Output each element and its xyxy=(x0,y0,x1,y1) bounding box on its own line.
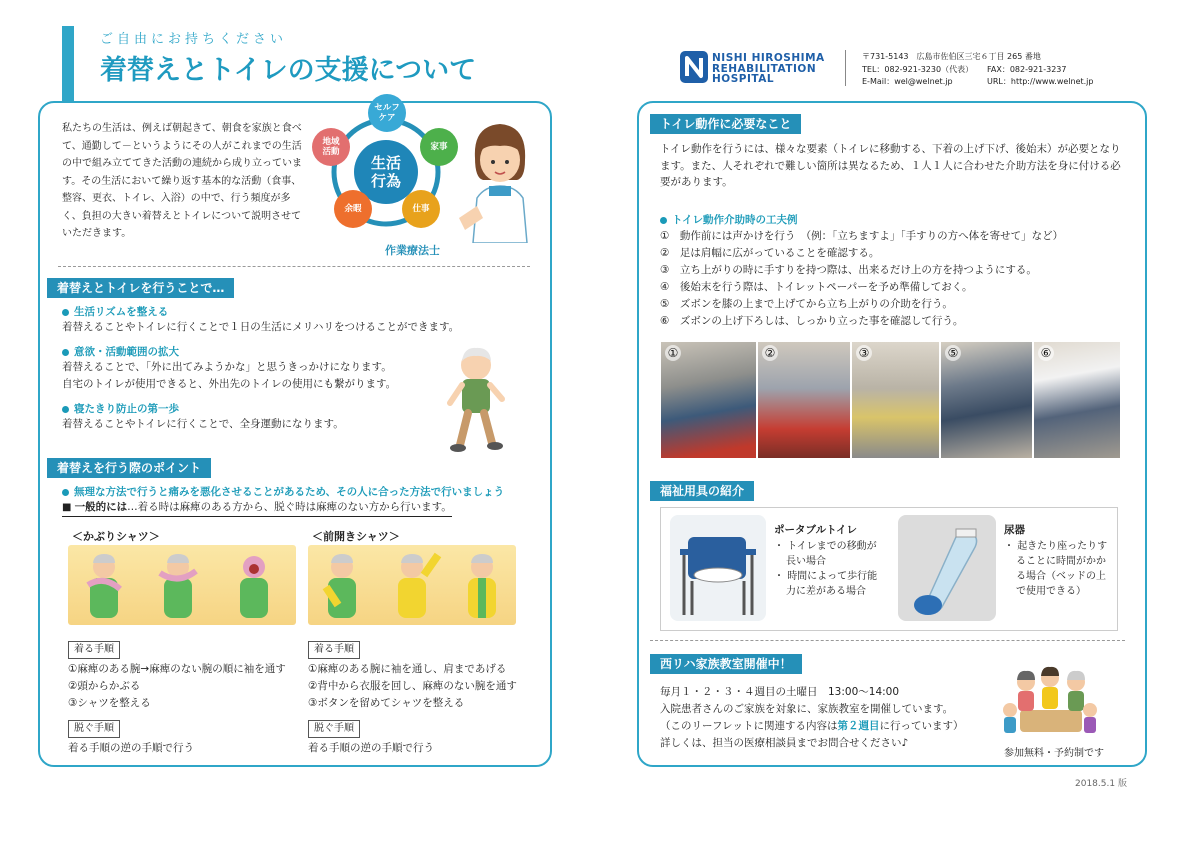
urinal-title: 尿器 xyxy=(1004,524,1025,536)
toilet-photo-5 xyxy=(1034,342,1120,458)
diagram-center: 生活 行為 xyxy=(354,140,418,204)
benefit-text: 着替えることやトイレに行くことで１日の生活にメリハリをつけることができます。 xyxy=(62,321,460,333)
toilet-tip: ⑥ ズボンの上げ下ろしは、しっかり立った事を確認して行う。 xyxy=(660,315,964,327)
family-contact: 詳しくは、担当の医療相談員までお問合せください♪ xyxy=(660,737,909,749)
portable-toilet-photo xyxy=(670,515,766,621)
toilet-photo-1 xyxy=(661,342,756,458)
logo-line: HOSPITAL xyxy=(712,73,775,85)
bullet-dot-icon xyxy=(62,309,69,316)
pullover-wear-steps xyxy=(68,637,298,712)
divider xyxy=(650,640,1125,641)
diagram-caption: 作業療法士 xyxy=(385,244,440,257)
toilet-tip: ③ 立ち上がりの時に手すりを持つ際は、出来るだけ上の方を持つようにする。 xyxy=(660,264,1037,276)
diagram-item-community: 地域 活動 xyxy=(312,128,350,166)
toilet-tip: ② 足は肩幅に広がっていることを確認する。 xyxy=(660,247,880,259)
remove-step: 着る手順の逆の手順で行う xyxy=(68,742,194,754)
photo-number: ③ xyxy=(856,345,872,361)
benefit-text: 着替えることで、「外に出てみようかな」と思うきっかけになります。 xyxy=(62,361,392,373)
family-group-illustration xyxy=(1000,660,1100,740)
wear-step: ②背中から衣服を回し、麻痺のない腕を通す xyxy=(308,680,517,692)
hospital-logo-text xyxy=(712,53,825,85)
family-related-note: （このリーフレットに関連する内容は第２週目に行っています） xyxy=(660,720,964,732)
button-remove-steps xyxy=(308,716,538,757)
family-class-info xyxy=(660,684,1000,752)
benefit-heading: 意欲・活動範囲の拡大 xyxy=(62,344,532,359)
toilet-tip: ① 動作前には声かけを行う （例：「立ちますよ」「手すりの方へ体を寄せて」など） xyxy=(660,230,1064,242)
portable-toilet-info xyxy=(774,522,878,599)
button-shirt-illustration xyxy=(308,545,516,625)
section-tab-benefits: 着替えとトイレを行うことで… xyxy=(47,278,234,298)
wear-steps-label: 着る手順 xyxy=(68,641,120,659)
benefit-text: 自宅のトイレが使用できると、外出先のトイレの使用にも繋がります。 xyxy=(62,378,397,390)
toilet-photo-4 xyxy=(941,342,1032,458)
benefit-text: 着替えることやトイレに行くことで、全身運動になります。 xyxy=(62,418,344,430)
page-subtitle: ご自由にお持ちください xyxy=(100,32,288,47)
bullet-dot-icon xyxy=(62,489,69,496)
title-accent-bar xyxy=(62,26,74,108)
portable-toilet-title: ポータブルトイレ xyxy=(774,524,858,536)
wear-steps-label: 着る手順 xyxy=(308,641,360,659)
divider xyxy=(58,266,530,267)
address-web-row xyxy=(862,76,1122,89)
bullet-dot-icon xyxy=(62,406,69,413)
family-description: 入院患者さんのご家族を対象に、家族教室を開催しています。 xyxy=(660,703,954,715)
section-tab-equipment: 福祉用具の紹介 xyxy=(650,481,754,501)
toilet-photo-2 xyxy=(758,342,850,458)
section-tab-toilet: トイレ動作に必要なこと xyxy=(650,114,801,134)
section-tab-family-class: 西リハ家族教室開催中！ xyxy=(650,654,802,674)
toilet-tip: ⑤ ズボンを膝の上まで上げてから立ち上がりの介助を行う。 xyxy=(660,298,953,310)
button-shirt-title: ＜前開きシャツ＞ xyxy=(312,530,400,543)
photo-number: ① xyxy=(665,345,681,361)
bullet-dot-icon xyxy=(62,349,69,356)
address-email[interactable]: E-Mail：wel@welnet.jp xyxy=(862,77,953,86)
photo-number: ⑥ xyxy=(1038,345,1054,361)
hospital-address xyxy=(862,51,1122,89)
logo-divider xyxy=(845,50,846,86)
general-rule: ■ 一般的には…着る時は麻痺のある方から、脱ぐ時は麻痺のない方から行います。 xyxy=(62,500,452,517)
diagram-item-housework: 家事 xyxy=(420,128,458,166)
section-tab-dressing-points: 着替えを行う際のポイント xyxy=(47,458,211,478)
pullover-shirt-illustration xyxy=(68,545,296,625)
logo-line: NISHI HIROSHIMA xyxy=(712,52,825,64)
toilet-tips-heading: トイレ動作介助時の工夫例 xyxy=(660,212,797,227)
photo-number: ⑤ xyxy=(945,345,961,361)
wear-step: ①麻痺のある腕に袖を通し、肩まであげる xyxy=(308,663,507,675)
toilet-tip: ④ 後始末を行う際は、トイレットペーパーを予め準備しておく。 xyxy=(660,281,973,293)
family-schedule: 毎月１・２・３・４週目の土曜日 13:00～14:00 xyxy=(660,686,900,698)
toilet-intro: トイレ動作を行うには、様々な要素（トイレに移動する、下着の上げ下げ、後始末）が必要となります。また、人それぞれで難しい箇所は異なるため、１人１人に合わせた介助方法を身に付ける必要があります。 xyxy=(660,143,1121,188)
logo-line: REHABILITATION xyxy=(712,62,817,75)
remove-steps-label: 脱ぐ手順 xyxy=(308,720,360,738)
toilet-tips-list xyxy=(660,228,1130,330)
equipment-bullet: ・ 時間によって歩行能力に差がある場合 xyxy=(774,571,878,597)
pullover-shirt-title: ＜かぶりシャツ＞ xyxy=(72,530,160,543)
bullet-dot-icon xyxy=(660,217,667,224)
remove-steps-label: 脱ぐ手順 xyxy=(68,720,120,738)
button-wear-steps xyxy=(308,637,538,712)
square-bullet-icon: ■ xyxy=(62,502,75,513)
address-zip: 〒731-5143 広島市佐伯区三宅６丁目 265 番地 xyxy=(862,52,1041,61)
wear-step: ②頭からかぶる xyxy=(68,680,141,692)
diagram-item-leisure: 余暇 xyxy=(334,190,372,228)
address-phone-row xyxy=(862,64,1122,77)
diagram-item-selfcare: セルフ ケア xyxy=(368,94,406,132)
wear-step: ③ボタンを留めてシャツを整える xyxy=(308,697,465,709)
urinal-info xyxy=(1004,522,1110,599)
family-caption: 参加無料・予約制です xyxy=(1004,748,1104,759)
benefit-heading: 寝たきり防止の第一歩 xyxy=(62,401,532,416)
address-fax: FAX：082-921-3237 xyxy=(987,64,1067,74)
wear-step: ③シャツを整える xyxy=(68,697,151,709)
photo-number: ② xyxy=(762,345,778,361)
pullover-remove-steps xyxy=(68,716,298,757)
diagram-item-work: 仕事 xyxy=(402,190,440,228)
wear-step: ①麻痺のある腕→麻痺のない腕の順に袖を通す xyxy=(68,663,286,675)
walking-elder-illustration xyxy=(440,345,510,455)
remove-step: 着る手順の逆の手順で行う xyxy=(308,742,434,754)
equipment-bullet: ・ 起きたり座ったりすることに時間がかかる場合（ベッドの上で使用できる） xyxy=(1004,541,1108,597)
dressing-caution: 無理な方法で行うと痛みを悪化させることがあるため、その人に合った方法で行いましょう xyxy=(62,484,504,499)
urinal-photo xyxy=(898,515,996,621)
toilet-photo-3 xyxy=(852,342,939,458)
address-url[interactable]: URL：http://www.welnet.jp xyxy=(987,77,1094,86)
therapist-illustration xyxy=(455,118,545,243)
intro-text: 私たちの生活は、例えば朝起きて、朝食を家族と食べて、通勤して－というようにその人がこれまでの生活の中で組み立ててきた活動の連続から成り立っています。その生活において繰り返す基本的な活動（食事、整容、更衣、トイレ、入浴）の中で、行う頻度が多く、負担の大きい着替えとトイレについて説明させていただきます。 xyxy=(62,123,302,239)
equipment-bullet: ・ トイレまでの移動が長い場合 xyxy=(774,541,877,567)
life-activity-diagram xyxy=(312,100,462,250)
edition-label: 2018.5.1 版 xyxy=(1075,779,1127,789)
hospital-logo-mark xyxy=(680,51,708,83)
page-title: 着替えとトイレの支援について xyxy=(100,55,477,86)
address-tel: TEL：082-921-3230（代表） xyxy=(862,64,974,74)
benefit-heading: 生活リズムを整える xyxy=(62,304,532,319)
